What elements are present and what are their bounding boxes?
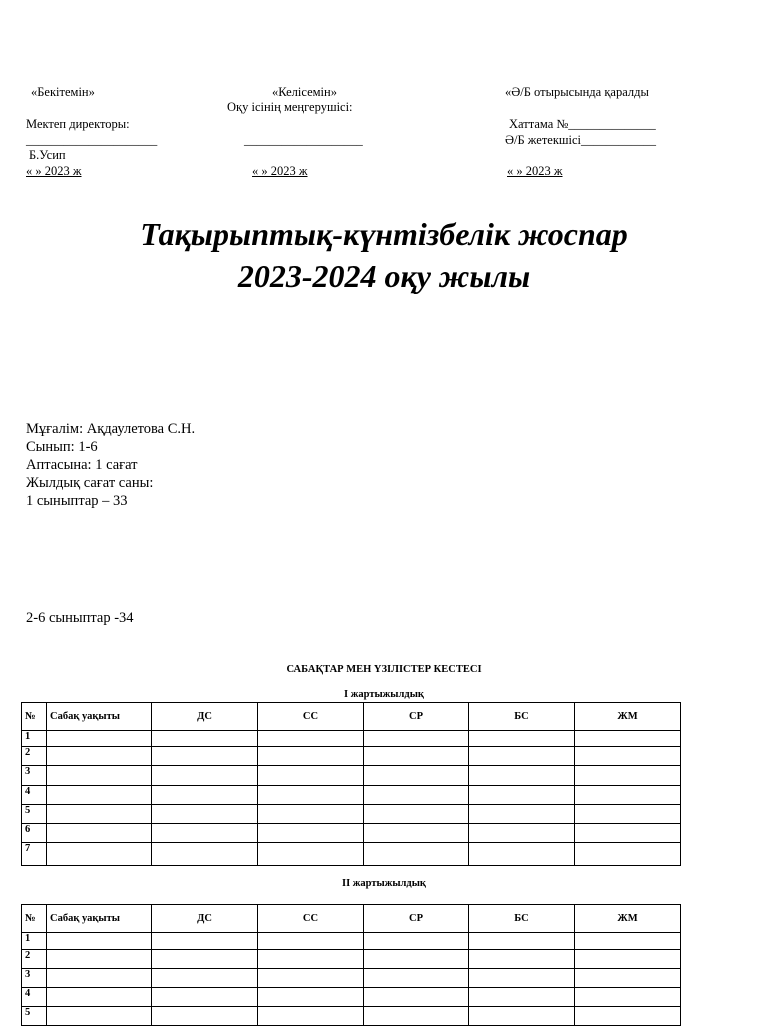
col-bs: БС (469, 905, 575, 933)
table-row (22, 988, 681, 1007)
row-number: 7 (22, 843, 47, 866)
head-teacher-sign-line: ___________________ (244, 133, 363, 147)
row-number: 2 (22, 747, 47, 766)
table-row (22, 950, 681, 969)
yearly-hours-line: Жылдық сағат саны: (26, 475, 154, 491)
col-ds: ДС (152, 905, 258, 933)
weekly-hours-line: Аптасына: 1 сағат (26, 457, 138, 473)
table-row (22, 731, 681, 747)
row-number: 3 (22, 969, 47, 988)
table-row (22, 805, 681, 824)
table-row (22, 969, 681, 988)
head-teacher-role: Оқу ісінің меңгерушісі: (227, 100, 353, 114)
half1-caption: І жартыжылдық (344, 689, 424, 700)
table-row (22, 1007, 681, 1026)
col-lesson-time: Сабақ уақыты (47, 703, 152, 731)
row-number: 5 (22, 805, 47, 824)
row-number: 1 (22, 731, 47, 747)
col-ss: СС (258, 703, 364, 731)
col-zhm: ЖМ (575, 905, 681, 933)
schedule-table-half1 (21, 702, 681, 866)
row-number: 5 (22, 1007, 47, 1026)
table-row (22, 766, 681, 786)
head-teacher-date: « » 2023 ж (252, 164, 308, 178)
method-date: « » 2023 ж (507, 164, 563, 178)
table-row (22, 786, 681, 805)
row-number: 1 (22, 933, 47, 950)
table-row (22, 824, 681, 843)
method-head-line: Ә/Б жетекшісі____________ (505, 133, 657, 147)
director-name: Б.Усип (29, 148, 66, 162)
teacher-line: Мұғалім: Ақдаулетова С.Н. (26, 421, 196, 437)
col-sr: СР (364, 905, 469, 933)
director-date: « » 2023 ж (26, 164, 82, 178)
row-number: 4 (22, 786, 47, 805)
director-sign-line: _____________________ (26, 133, 158, 147)
col-number: № (22, 905, 47, 933)
col-bs: БС (469, 703, 575, 731)
page-subtitle: 2023-2024 оқу жылы (237, 258, 531, 294)
reviewed-label: «Ә/Б отырысында қаралды (505, 85, 649, 99)
col-number: № (22, 703, 47, 731)
half2-caption: ІІ жартыжылдық (342, 878, 426, 889)
table-row (22, 933, 681, 950)
row-number: 3 (22, 766, 47, 786)
table-row (22, 747, 681, 766)
director-role: Мектеп директоры: (26, 117, 130, 131)
row-number: 4 (22, 988, 47, 1007)
col-lesson-time: Сабақ уақыты (47, 905, 152, 933)
grade2-6-hours-line: 2-6 сыныптар -34 (26, 610, 134, 626)
row-number: 2 (22, 950, 47, 969)
protocol-line: Хаттама №______________ (509, 117, 656, 131)
col-zhm: ЖМ (575, 703, 681, 731)
agree-label: «Келісемін» (272, 85, 337, 99)
schedule-title: САБАҚТАР МЕН ҮЗІЛІСТЕР КЕСТЕСІ (286, 664, 482, 675)
approve-label: «Бекітемін» (31, 85, 95, 99)
grade1-hours-line: 1 сыныптар – 33 (26, 493, 128, 509)
page-title: Тақырыптық-күнтізбелік жоспар (140, 216, 628, 252)
col-sr: СР (364, 703, 469, 731)
table-row (22, 843, 681, 866)
col-ds: ДС (152, 703, 258, 731)
grade-line: Сынып: 1-6 (26, 439, 98, 455)
col-ss: СС (258, 905, 364, 933)
schedule-table-half2 (21, 904, 681, 1026)
row-number: 6 (22, 824, 47, 843)
